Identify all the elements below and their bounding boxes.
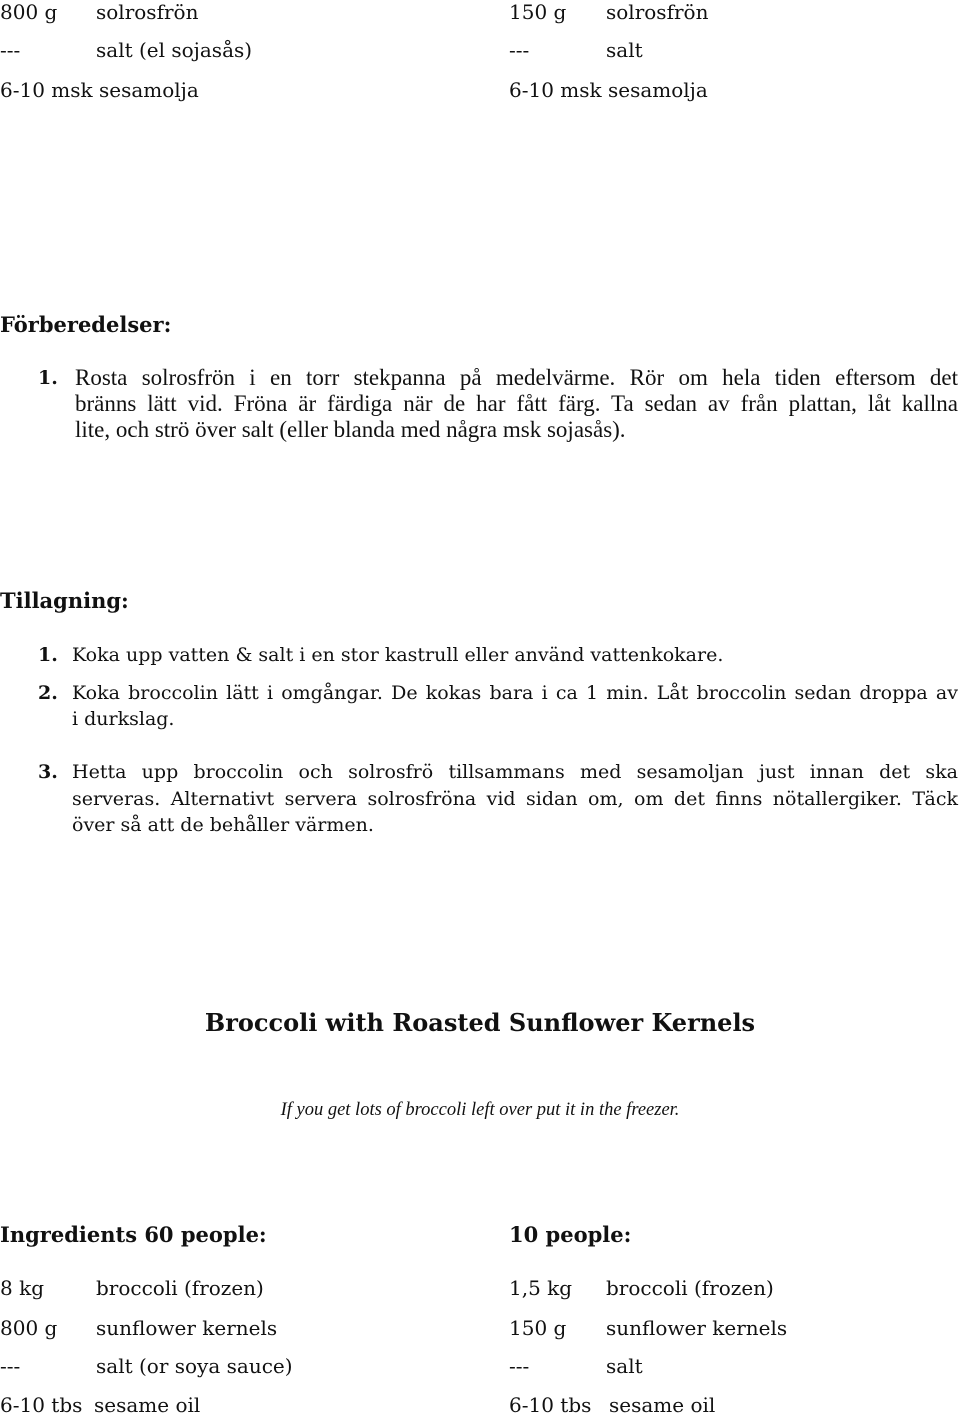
cooking-heading: Tillagning: [0,588,129,613]
ingredient-amount: 150 g [509,1316,567,1340]
step-number: 2. [38,682,58,704]
step-text-line: Rosta solrosfrön i en torr stekpanna på medelvärme. Rör om hela tiden eftersom det [75,365,958,390]
ingredient-name: salt [606,1354,643,1378]
ingredient-row [0,1393,960,1417]
ingredient-amount: 800 g [0,0,58,24]
ingredient-line: 6-10 msk sesamolja [509,78,708,102]
ingredient-amount: 150 g [509,0,567,24]
ingredient-amount: 8 kg [0,1276,45,1300]
cooking-step [0,759,960,836]
ingredient-line: 6-10 msk sesamolja [0,78,199,102]
ingredient-row [0,78,960,102]
step-text-line: i durkslag. [72,708,175,730]
step-text-line: över så att de behåller värmen. [72,814,374,836]
ingredient-name: salt (or soya sauce) [96,1354,293,1378]
preparation-step [0,365,960,442]
ingredient-name: broccoli (frozen) [606,1276,774,1300]
step-text-line: bränns lätt vid. Fröna är färdiga när de har fått färg. Ta sedan av från plattan, låt kallna [75,391,958,416]
ingredient-amount: 1,5 kg [509,1276,573,1300]
step-text-line: Koka broccolin lätt i omgångar. De kokas bara i ca 1 min. Låt broccolin sedan droppa av [72,682,958,704]
ingredient-name: salt (el sojasås) [96,38,253,62]
step-text-line: serveras. Alternativt servera solrosfröna vid sidan om, om det finns nötallergiker. Täck [72,787,958,810]
ingredient-name: sesame oil [94,1393,201,1417]
step-text-line: Koka upp vatten & salt i en stor kastrull eller använd vattenkokare. [72,644,724,666]
ingredients-heading: Ingredients 60 people: [0,1222,267,1247]
ingredient-row [0,0,960,24]
step-number: 1. [38,644,58,666]
ingredient-amount: 6-10 tbs [0,1393,83,1417]
ingredient-name: sunflower kernels [96,1316,278,1340]
ingredient-row [0,1276,960,1300]
ingredient-amount: --- [509,38,530,62]
preparation-heading: Förberedelser: [0,312,172,337]
step-text [72,759,958,839]
ingredient-amount: 6-10 tbs [509,1393,592,1417]
cooking-step [0,680,960,730]
recipe-title: Broccoli with Roasted Sunflower Kernels [204,1008,756,1037]
ingredient-name: solrosfrön [606,0,709,24]
step-number: 1. [38,367,58,389]
step-text-line: lite, och strö över salt (eller blanda med några msk sojasås). [75,417,626,442]
step-text [72,642,958,668]
step-text [72,680,958,732]
ingredient-amount: --- [0,1354,21,1378]
ingredient-row [0,38,960,62]
ingredient-amount: --- [0,38,21,62]
cooking-step [0,642,960,666]
ingredients-heading-small-batch: 10 people: [509,1222,632,1247]
recipe-subtitle: If you get lots of broccoli left over put it in the freezer. [280,1100,680,1120]
ingredient-name: broccoli (frozen) [96,1276,264,1300]
ingredient-row [0,1354,960,1378]
ingredient-name: salt [606,38,643,62]
ingredient-name: solrosfrön [96,0,199,24]
ingredient-amount: --- [509,1354,530,1378]
ingredient-amount: 800 g [0,1316,58,1340]
ingredient-row [0,1316,960,1340]
step-text-line: Hetta upp broccolin och solrosfrö tillsammans med sesamoljan just innan det ska [72,761,958,783]
ingredient-name: sesame oil [609,1393,716,1417]
ingredient-name: sunflower kernels [606,1316,788,1340]
step-number: 3. [38,761,58,783]
step-text [75,365,958,443]
